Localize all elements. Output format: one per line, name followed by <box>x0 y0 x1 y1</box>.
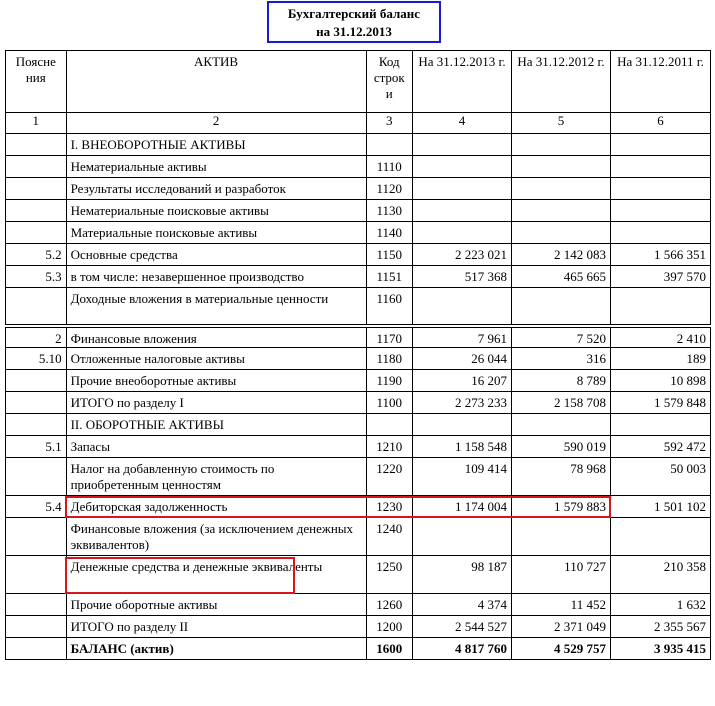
table-row <box>6 616 711 638</box>
row-value-2012: 78 968 <box>511 458 610 496</box>
row-code: 1240 <box>366 518 412 556</box>
row-value-2012: 465 665 <box>511 266 610 288</box>
row-value-2011: 10 898 <box>610 370 710 392</box>
row-note: 5.4 <box>6 496 67 518</box>
row-value-2011: 1 579 848 <box>610 392 710 414</box>
table-row <box>6 244 711 266</box>
row-name: БАЛАНС (актив) <box>66 638 366 660</box>
row-code: 1100 <box>366 392 412 414</box>
row-value-2012: 2 158 708 <box>511 392 610 414</box>
row-value-2012: 11 452 <box>511 594 610 616</box>
report-title-line2: на 31.12.2013 <box>316 24 392 39</box>
header-2012: На 31.12.2012 г. <box>511 51 610 113</box>
column-number: 6 <box>610 113 710 134</box>
table-row <box>6 556 711 594</box>
row-value-2012: 2 371 049 <box>511 616 610 638</box>
row-note <box>6 518 67 556</box>
row-note <box>6 178 67 200</box>
row-value-2011: 210 358 <box>610 556 710 594</box>
row-note: 5.3 <box>6 266 67 288</box>
row-name: Дебиторская задолженность <box>66 496 366 518</box>
row-name: в том числе: незавершенное производство <box>66 266 366 288</box>
row-value-2011 <box>610 178 710 200</box>
row-value-2012: 7 520 <box>511 326 610 348</box>
row-value-2012: 8 789 <box>511 370 610 392</box>
row-code <box>366 414 412 436</box>
row-code: 1190 <box>366 370 412 392</box>
row-value-2013: 109 414 <box>413 458 512 496</box>
row-value-2012 <box>511 200 610 222</box>
table-row <box>6 178 711 200</box>
row-value-2011 <box>610 200 710 222</box>
row-value-2013: 517 368 <box>413 266 512 288</box>
row-code: 1151 <box>366 266 412 288</box>
row-name: Основные средства <box>66 244 366 266</box>
table-row <box>6 326 711 348</box>
row-note <box>6 414 67 436</box>
report-title <box>267 1 441 43</box>
table-row <box>6 134 711 156</box>
row-code: 1230 <box>366 496 412 518</box>
row-value-2013: 7 961 <box>413 326 512 348</box>
row-note: 2 <box>6 326 67 348</box>
row-value-2012: 316 <box>511 348 610 370</box>
row-note <box>6 156 67 178</box>
table-row <box>6 200 711 222</box>
row-value-2012: 110 727 <box>511 556 610 594</box>
row-value-2012 <box>511 414 610 436</box>
row-name: Прочие внеоборотные активы <box>66 370 366 392</box>
table-row <box>6 638 711 660</box>
row-code: 1130 <box>366 200 412 222</box>
table-row <box>6 518 711 556</box>
row-code: 1260 <box>366 594 412 616</box>
row-value-2013: 4 817 760 <box>413 638 512 660</box>
row-name: Нематериальные активы <box>66 156 366 178</box>
row-value-2012 <box>511 222 610 244</box>
row-value-2011: 3 935 415 <box>610 638 710 660</box>
row-code: 1150 <box>366 244 412 266</box>
header-code: Код строк и <box>366 51 412 113</box>
table-row <box>6 266 711 288</box>
column-number: 1 <box>6 113 67 134</box>
row-code: 1160 <box>366 288 412 326</box>
row-code: 1220 <box>366 458 412 496</box>
row-name: Финансовые вложения <box>66 326 366 348</box>
row-note <box>6 594 67 616</box>
row-value-2013: 16 207 <box>413 370 512 392</box>
row-name: Финансовые вложения (за исключением денежных эквивалентов) <box>66 518 366 556</box>
row-note <box>6 134 67 156</box>
table-row <box>6 370 711 392</box>
row-value-2011: 189 <box>610 348 710 370</box>
report-title-line1: Бухгалтерский баланс <box>287 6 421 21</box>
row-value-2013 <box>413 134 512 156</box>
row-note <box>6 458 67 496</box>
header-asset: АКТИВ <box>66 51 366 113</box>
row-name: ИТОГО по разделу II <box>66 616 366 638</box>
header-note: Поясне ния <box>6 51 67 113</box>
row-name: Налог на добавленную стоимость по приобретенным ценностям <box>66 458 366 496</box>
row-value-2012 <box>511 156 610 178</box>
row-value-2011 <box>610 156 710 178</box>
row-note <box>6 392 67 414</box>
column-number: 5 <box>511 113 610 134</box>
row-value-2011: 592 472 <box>610 436 710 458</box>
row-value-2011: 2 355 567 <box>610 616 710 638</box>
header-row <box>6 51 711 113</box>
row-value-2013 <box>413 200 512 222</box>
row-value-2011: 1 632 <box>610 594 710 616</box>
row-code <box>366 134 412 156</box>
table-row <box>6 288 711 326</box>
balance-sheet-table <box>5 50 711 660</box>
row-value-2013 <box>413 178 512 200</box>
row-value-2012 <box>511 178 610 200</box>
row-value-2011: 50 003 <box>610 458 710 496</box>
row-note <box>6 288 67 326</box>
row-value-2013: 98 187 <box>413 556 512 594</box>
header-2011: На 31.12.2011 г. <box>610 51 710 113</box>
row-value-2011 <box>610 134 710 156</box>
table-row <box>6 156 711 178</box>
row-note: 5.10 <box>6 348 67 370</box>
row-code: 1140 <box>366 222 412 244</box>
row-code: 1180 <box>366 348 412 370</box>
row-name: Материальные поисковые активы <box>66 222 366 244</box>
row-value-2011: 2 410 <box>610 326 710 348</box>
row-value-2012: 590 019 <box>511 436 610 458</box>
row-value-2013: 4 374 <box>413 594 512 616</box>
row-value-2013 <box>413 288 512 326</box>
row-name: Запасы <box>66 436 366 458</box>
row-value-2012 <box>511 134 610 156</box>
row-value-2011 <box>610 222 710 244</box>
row-name: ИТОГО по разделу I <box>66 392 366 414</box>
table-row <box>6 594 711 616</box>
row-value-2013: 1 174 004 <box>413 496 512 518</box>
row-value-2012: 2 142 083 <box>511 244 610 266</box>
row-value-2013: 1 158 548 <box>413 436 512 458</box>
column-number: 4 <box>413 113 512 134</box>
row-code: 1210 <box>366 436 412 458</box>
row-value-2011 <box>610 518 710 556</box>
row-name: Прочие оборотные активы <box>66 594 366 616</box>
row-value-2013: 2 273 233 <box>413 392 512 414</box>
row-name: II. ОБОРОТНЫЕ АКТИВЫ <box>66 414 366 436</box>
row-value-2012 <box>511 518 610 556</box>
table-row <box>6 414 711 436</box>
row-value-2013: 26 044 <box>413 348 512 370</box>
row-value-2013: 2 223 021 <box>413 244 512 266</box>
row-code: 1170 <box>366 326 412 348</box>
row-value-2011 <box>610 414 710 436</box>
row-value-2011: 1 501 102 <box>610 496 710 518</box>
table-row <box>6 496 711 518</box>
row-name: Доходные вложения в материальные ценности <box>66 288 366 326</box>
table-row <box>6 392 711 414</box>
row-value-2012: 1 579 883 <box>511 496 610 518</box>
row-value-2013 <box>413 414 512 436</box>
row-code: 1200 <box>366 616 412 638</box>
table-row <box>6 458 711 496</box>
row-name: I. ВНЕОБОРОТНЫЕ АКТИВЫ <box>66 134 366 156</box>
column-number-row <box>6 113 711 134</box>
row-value-2013 <box>413 156 512 178</box>
row-value-2013 <box>413 222 512 244</box>
row-note <box>6 222 67 244</box>
row-code: 1110 <box>366 156 412 178</box>
row-value-2012 <box>511 288 610 326</box>
row-note <box>6 200 67 222</box>
table-row <box>6 222 711 244</box>
row-value-2013: 2 544 527 <box>413 616 512 638</box>
row-code: 1600 <box>366 638 412 660</box>
row-value-2011: 397 570 <box>610 266 710 288</box>
row-note <box>6 616 67 638</box>
row-code: 1120 <box>366 178 412 200</box>
row-note <box>6 556 67 594</box>
table-row <box>6 348 711 370</box>
row-note: 5.1 <box>6 436 67 458</box>
row-note: 5.2 <box>6 244 67 266</box>
row-code: 1250 <box>366 556 412 594</box>
row-name: Нематериальные поисковые активы <box>66 200 366 222</box>
column-number: 3 <box>366 113 412 134</box>
row-note <box>6 370 67 392</box>
row-note <box>6 638 67 660</box>
row-name: Отложенные налоговые активы <box>66 348 366 370</box>
row-value-2011 <box>610 288 710 326</box>
row-value-2013 <box>413 518 512 556</box>
table-row <box>6 436 711 458</box>
column-number: 2 <box>66 113 366 134</box>
row-value-2012: 4 529 757 <box>511 638 610 660</box>
row-value-2011: 1 566 351 <box>610 244 710 266</box>
row-name: Результаты исследований и разработок <box>66 178 366 200</box>
header-2013: На 31.12.2013 г. <box>413 51 512 113</box>
row-name: Денежные средства и денежные эквиваленты <box>66 556 366 594</box>
